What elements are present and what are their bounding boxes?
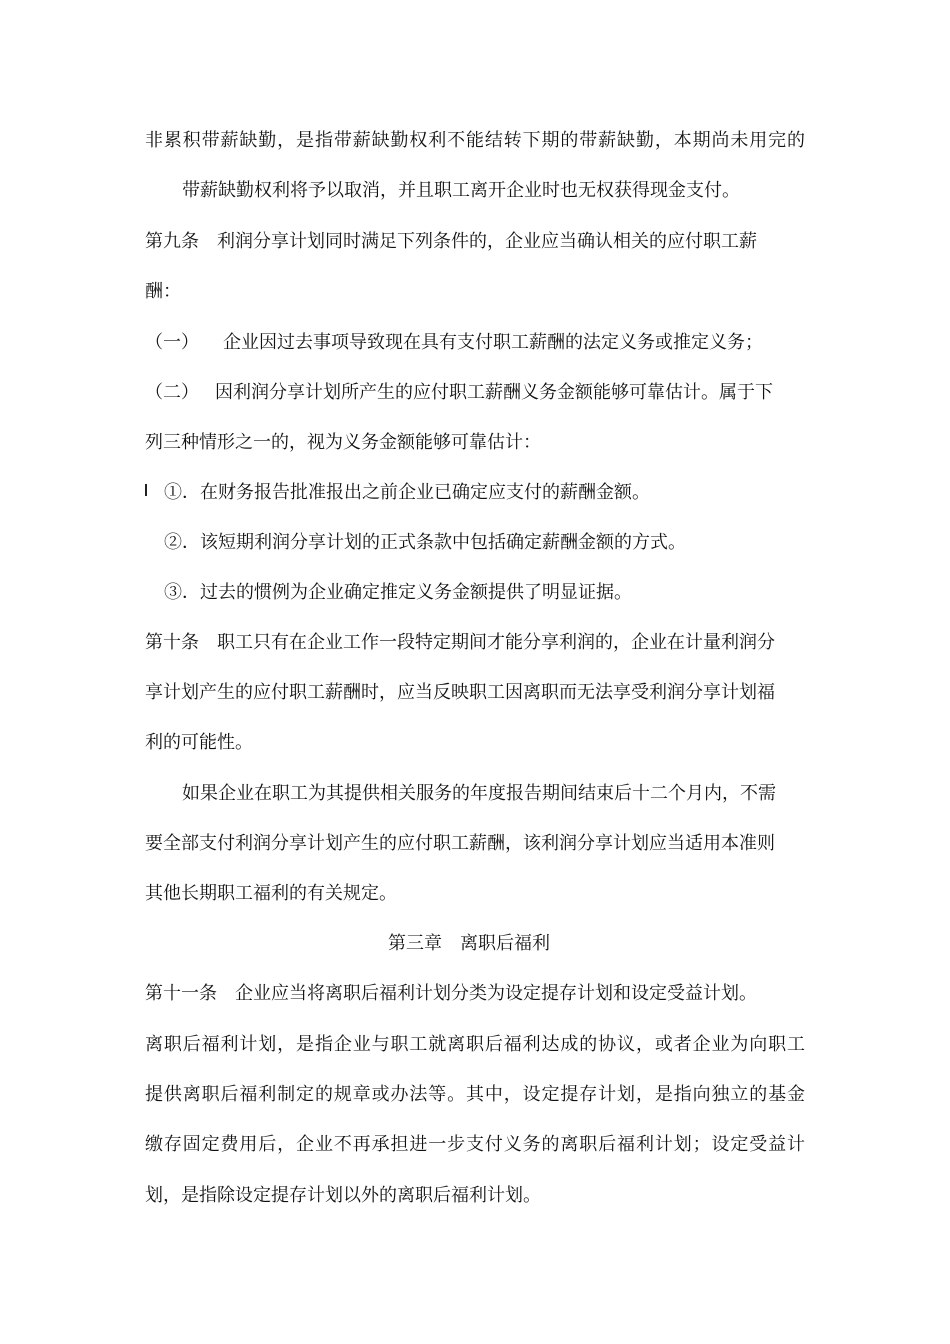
- article-label: 第十条: [145, 632, 199, 653]
- paragraph-line: 要全部支付利润分享计划产生的应付职工薪酬，该利润分享计划应当适用本准则: [145, 833, 775, 854]
- paragraph-line: 如果企业在职工为其提供相关服务的年度报告期间结束后十二个月内，不需: [182, 783, 776, 804]
- condition-label: （二）: [145, 382, 199, 403]
- condition-text: 企业因过去事项导致现在具有支付职工薪酬的法定义务或推定义务；: [223, 332, 763, 353]
- paragraph-line: 缴存固定费用后，企业不再承担进一步支付义务的离职后福利计划；设定受益计: [145, 1134, 805, 1155]
- article-9-line-1: [145, 229, 757, 255]
- article-11-line-1: [145, 981, 757, 1007]
- paragraph-line: 享计划产生的应付职工薪酬时，应当反映职工因离职而无法享受利润分享计划福: [145, 682, 775, 703]
- article-10-line-1: [145, 630, 775, 656]
- paragraph-line: 非累积带薪缺勤，是指带薪缺勤权利不能结转下期的带薪缺勤，本期尚未用完的: [145, 130, 805, 151]
- paragraph-line: 离职后福利计划，是指企业与职工就离职后福利达成的协议，或者企业为向职工: [145, 1034, 805, 1055]
- article-label: 第九条: [145, 231, 199, 252]
- paragraph-line: 提供离职后福利制定的规章或办法等。其中，设定提存计划，是指向独立的基金: [145, 1084, 805, 1105]
- paragraph-line: 酬：: [145, 281, 181, 302]
- list-item: ②．该短期利润分享计划的正式条款中包括确定薪酬金额的方式。: [164, 532, 686, 553]
- paragraph-line: 划，是指除设定提存计划以外的离职后福利计划。: [145, 1185, 541, 1206]
- paragraph-line: 列三种情形之一的，视为义务金额能够可靠估计：: [145, 432, 541, 453]
- article-text: 职工只有在企业工作一段特定期间才能分享利润的，企业在计量利润分: [217, 632, 775, 653]
- margin-mark: [145, 484, 147, 496]
- article-text: 利润分享计划同时满足下列条件的，企业应当确认相关的应付职工薪: [217, 231, 757, 252]
- condition-text: 因利润分享计划所产生的应付职工薪酬义务金额能够可靠估计。属于下: [215, 382, 773, 403]
- paragraph-line: 利的可能性。: [145, 732, 253, 753]
- article-text: 企业应当将离职后福利计划分类为设定提存计划和设定受益计划。: [235, 983, 757, 1004]
- paragraph-line: 其他长期职工福利的有关规定。: [145, 883, 397, 904]
- condition-2-line-1: [145, 380, 773, 406]
- condition-1: [145, 330, 763, 356]
- paragraph-line: 带薪缺勤权利将予以取消，并且职工离开企业时也无权获得现金支付。: [182, 180, 740, 201]
- list-item: ①．在财务报告批准报出之前企业已确定应支付的薪酬金额。: [164, 482, 650, 503]
- list-item: ③．过去的惯例为企业确定推定义务金额提供了明显证据。: [164, 582, 632, 603]
- chapter-heading: 第三章 离职后福利: [388, 933, 550, 954]
- condition-label: （一）: [145, 332, 199, 353]
- article-label: 第十一条: [145, 983, 217, 1004]
